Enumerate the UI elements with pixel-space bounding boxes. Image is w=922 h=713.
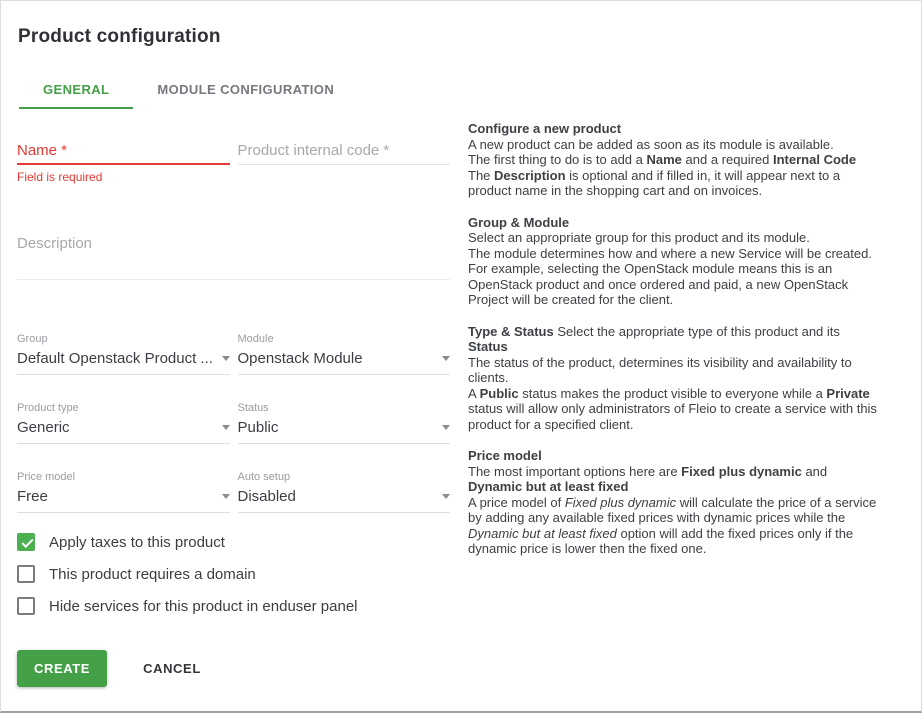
status-select-underline — [238, 443, 451, 444]
checkbox-requires-domain[interactable] — [17, 565, 450, 583]
help-section-type-status: Type & Status Select the appropriate type of this product and its Status The status of the product, determines its visibility and availability to clients. A Public status makes the product visible to everyone while a Private status will allow only administrators of Fleio to create a service with this product for a specified client. — [468, 323, 877, 432]
auto-setup-select-value: Disabled — [237, 488, 296, 505]
product-internal-code-field[interactable] — [238, 142, 451, 185]
auto-setup-select-label: Auto setup — [237, 471, 291, 483]
help-panel — [468, 121, 882, 573]
checkmark-icon — [21, 536, 33, 548]
dropdown-arrow-icon — [442, 425, 450, 430]
price-model-select-value: Free — [17, 488, 48, 505]
group-select-underline — [17, 374, 230, 375]
create-button[interactable]: CREATE — [17, 650, 107, 687]
product-type-select[interactable] — [17, 402, 230, 444]
description-placeholder: Description — [17, 235, 93, 252]
auto-setup-select[interactable] — [238, 471, 451, 513]
name-field[interactable] — [17, 142, 230, 185]
hide-services-checkbox[interactable] — [17, 597, 35, 615]
product-type-select-underline — [17, 443, 230, 444]
dropdown-arrow-icon — [222, 425, 230, 430]
product-type-select-label: Product type — [17, 402, 79, 414]
dropdown-arrow-icon — [442, 356, 450, 361]
tab-module-configuration[interactable]: MODULE CONFIGURATION — [157, 82, 335, 97]
name-field-label: Name * — [17, 142, 68, 159]
requires-domain-label: This product requires a domain — [49, 565, 256, 583]
apply-taxes-checkbox[interactable] — [17, 533, 35, 551]
cancel-button[interactable]: CANCEL — [143, 650, 201, 687]
module-select-value: Openstack Module — [237, 350, 363, 367]
help-section-price-model: Price model The most important options here are Fixed plus dynamic and Dynamic but at least fixed A price model of Fixed plus dynamic will calculate the price of a service by adding any available fixed prices with dynamic prices while the Dynamic but at least fixed option will add the fixed prices only if the dynamic price is lower then the fixed one. — [468, 448, 877, 556]
price-model-select-label: Price model — [17, 471, 76, 483]
auto-setup-select-underline — [238, 512, 451, 513]
product-type-select-value: Generic — [17, 419, 70, 436]
help-section-configure: Configure a new product A new product can be added as soon as its module is available. The first thing to do is to add a Name and a required Internal Code The Description is optional and if filled in, it will appear next to a product name in the shopping cart and on invoices. — [468, 121, 857, 198]
status-select-label: Status — [237, 402, 269, 414]
dropdown-arrow-icon — [222, 494, 230, 499]
apply-taxes-label: Apply taxes to this product — [49, 533, 225, 551]
group-select-label: Group — [17, 333, 48, 345]
tab-general[interactable]: GENERAL — [19, 72, 133, 109]
product-internal-code-underline — [238, 164, 451, 165]
description-underline — [17, 279, 450, 280]
dropdown-arrow-icon — [222, 356, 230, 361]
checkbox-hide-services[interactable] — [17, 597, 450, 615]
name-field-underline — [17, 163, 230, 165]
description-field[interactable] — [17, 199, 450, 280]
module-select[interactable] — [238, 333, 451, 375]
product-form — [17, 109, 450, 687]
module-select-label: Module — [237, 333, 274, 345]
group-select-value: Default Openstack Product ... — [17, 350, 213, 367]
group-select[interactable] — [17, 333, 230, 375]
page-title: Product configuration — [18, 26, 221, 47]
dropdown-arrow-icon — [442, 494, 450, 499]
help-section-group-module: Group & Module Select an appropriate group for this product and its module. The module determines how and where a new Service will be created. For example, selecting the OpenStack module means this is an OpenStack product and once ordered and paid, a new OpenStack Project will be created for the client. — [468, 214, 872, 307]
module-select-underline — [238, 374, 451, 375]
status-select[interactable] — [238, 402, 451, 444]
product-internal-code-placeholder: Product internal code * — [237, 142, 390, 159]
name-field-error: Field is required — [17, 170, 103, 184]
tab-bar — [19, 72, 905, 109]
price-model-select[interactable] — [17, 471, 230, 513]
checkbox-apply-taxes[interactable] — [17, 533, 450, 551]
hide-services-label: Hide services for this product in enduser panel — [49, 597, 358, 615]
requires-domain-checkbox[interactable] — [17, 565, 35, 583]
price-model-select-underline — [17, 512, 230, 513]
status-select-value: Public — [237, 419, 279, 436]
